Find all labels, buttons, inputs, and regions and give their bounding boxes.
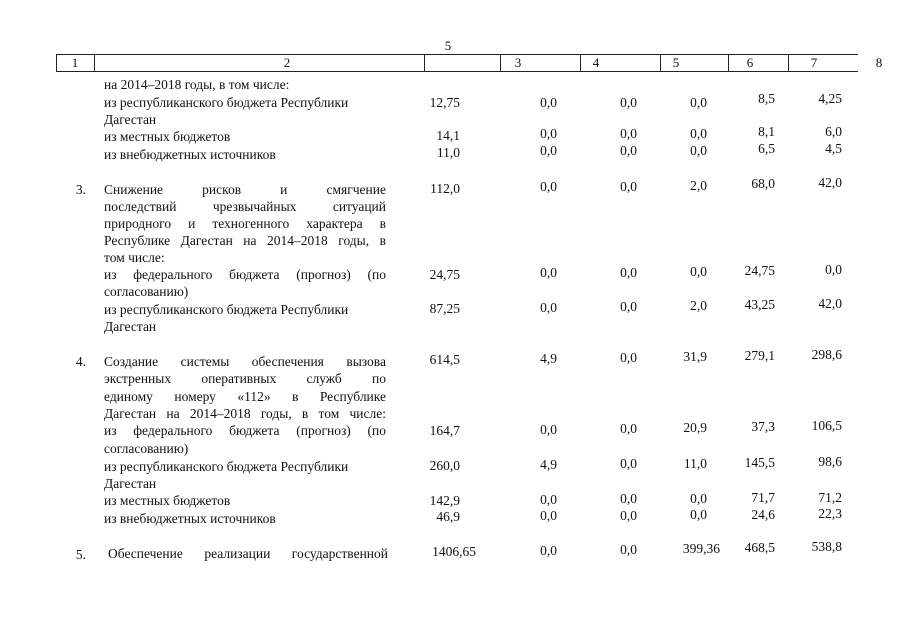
column-header-8: 8	[875, 55, 883, 70]
cell-col4: 0,0	[540, 300, 557, 315]
cell-col3: 46,9	[436, 509, 460, 524]
cell-col7: 37,3	[751, 419, 775, 434]
row-description: единому номеру «112» в Республике	[104, 389, 386, 404]
cell-col5: 0,0	[620, 299, 637, 314]
cell-col4: 0,0	[540, 543, 557, 558]
row-description: Дагестан	[104, 112, 157, 127]
cell-col8: 98,6	[818, 454, 842, 469]
header-divider	[500, 54, 501, 71]
cell-col6: 2,0	[690, 178, 707, 193]
cell-col7: 43,25	[744, 297, 775, 312]
cell-col7: 8,1	[758, 124, 775, 139]
cell-col5: 0,0	[620, 491, 637, 506]
cell-col5: 0,0	[620, 350, 637, 365]
cell-col3: 164,7	[429, 423, 460, 438]
cell-col4: 4,9	[540, 457, 557, 472]
cell-col7: 468,5	[744, 540, 775, 555]
cell-col5: 0,0	[620, 143, 637, 158]
row-description: из внебюджетных источников	[104, 147, 276, 162]
cell-col7: 279,1	[744, 348, 775, 363]
cell-col8: 0,0	[825, 262, 842, 277]
row-description: Республике Дагестан на 2014–2018 годы, в	[104, 233, 386, 248]
cell-col4: 4,9	[540, 351, 557, 366]
row-number: 4.	[75, 354, 86, 369]
cell-col4: 0,0	[540, 95, 557, 110]
cell-col8: 538,8	[811, 539, 842, 554]
column-header-1: 1	[71, 55, 79, 70]
cell-col3: 12,75	[429, 95, 460, 110]
row-number: 3.	[75, 182, 86, 197]
row-description: из местных бюджетов	[104, 493, 231, 508]
row-description: на 2014–2018 годы, в том числе:	[104, 77, 290, 92]
row-description: из республиканского бюджета Республики	[104, 302, 349, 317]
table-header	[56, 54, 883, 72]
cell-col7: 24,75	[744, 263, 775, 278]
row-description: согласованию)	[104, 441, 189, 456]
row-description: из республиканского бюджета Республики	[104, 459, 349, 474]
cell-col4: 0,0	[540, 508, 557, 523]
cell-col3: 142,9	[429, 493, 460, 508]
row-description: Дагестан	[104, 476, 157, 491]
header-divider	[56, 54, 57, 71]
cell-col4: 0,0	[540, 126, 557, 141]
cell-col6: 2,0	[690, 298, 707, 313]
cell-col7: 6,5	[758, 141, 775, 156]
cell-col3: 260,0	[429, 458, 460, 473]
cell-col3: 87,25	[429, 301, 460, 316]
row-description: из республиканского бюджета Республики	[104, 95, 349, 110]
cell-col8: 4,5	[825, 141, 842, 156]
row-description: том числе:	[104, 250, 165, 265]
cell-col5: 0,0	[620, 95, 637, 110]
cell-col3: 614,5	[429, 352, 460, 367]
cell-col3: 1406,65	[432, 544, 476, 559]
row-description: из федерального бюджета (прогноз) (по	[104, 267, 386, 282]
cell-col6: 0,0	[690, 507, 707, 522]
header-divider	[424, 54, 425, 71]
column-header-6: 6	[746, 55, 754, 70]
cell-col8: 4,25	[818, 91, 842, 106]
cell-col7: 24,6	[751, 507, 775, 522]
header-divider	[728, 54, 729, 71]
header-divider	[660, 54, 661, 71]
cell-col7: 145,5	[744, 455, 775, 470]
cell-col6: 0,0	[690, 126, 707, 141]
page-number: 5	[444, 38, 452, 53]
cell-col5: 0,0	[620, 508, 637, 523]
row-description: Дагестан на 2014–2018 годы, в том числе:	[104, 406, 386, 421]
cell-col5: 0,0	[620, 179, 637, 194]
cell-col8: 106,5	[811, 418, 842, 433]
cell-col6: 0,0	[690, 95, 707, 110]
row-description: Обеспечение реализации государственной	[108, 546, 388, 561]
cell-col6: 0,0	[690, 143, 707, 158]
row-description: из федерального бюджета (прогноз) (по	[104, 423, 386, 438]
cell-col8: 6,0	[825, 124, 842, 139]
cell-col8: 298,6	[811, 347, 842, 362]
cell-col6: 31,9	[683, 349, 707, 364]
cell-col4: 0,0	[540, 492, 557, 507]
row-description: природного и техногенного характера в	[104, 216, 386, 231]
cell-col5: 0,0	[620, 542, 637, 557]
row-description: из местных бюджетов	[104, 129, 231, 144]
column-header-3: 3	[514, 55, 522, 70]
cell-col6: 20,9	[683, 420, 707, 435]
cell-col5: 0,0	[620, 421, 637, 436]
row-description: Снижение рисков и смягчение	[104, 182, 386, 197]
cell-col8: 22,3	[818, 506, 842, 521]
cell-col6: 399,36	[682, 541, 720, 556]
cell-col6: 11,0	[683, 456, 707, 471]
cell-col8: 71,2	[818, 490, 842, 505]
column-header-2: 2	[283, 55, 291, 70]
cell-col4: 0,0	[540, 265, 557, 280]
column-header-4: 4	[592, 55, 600, 70]
row-description: согласованию)	[104, 284, 189, 299]
header-divider	[94, 54, 95, 71]
cell-col5: 0,0	[620, 126, 637, 141]
header-divider	[580, 54, 581, 71]
row-number: 5.	[75, 547, 86, 562]
column-header-5: 5	[672, 55, 680, 70]
cell-col4: 0,0	[540, 179, 557, 194]
cell-col3: 11,0	[436, 145, 460, 160]
row-description: последствий чрезвычайных ситуаций	[104, 199, 386, 214]
cell-col8: 42,0	[818, 296, 842, 311]
header-divider	[788, 54, 789, 71]
cell-col7: 8,5	[758, 91, 775, 106]
cell-col5: 0,0	[620, 265, 637, 280]
cell-col3: 112,0	[430, 181, 460, 196]
cell-col4: 0,0	[540, 422, 557, 437]
cell-col6: 0,0	[690, 491, 707, 506]
cell-col7: 68,0	[751, 176, 775, 191]
cell-col3: 14,1	[436, 128, 460, 143]
column-header-7: 7	[810, 55, 818, 70]
cell-col6: 0,0	[690, 264, 707, 279]
row-description: Дагестан	[104, 319, 157, 334]
cell-col3: 24,75	[429, 267, 460, 282]
cell-col7: 71,7	[751, 490, 775, 505]
row-description: Создание системы обеспечения вызова	[104, 354, 386, 369]
cell-col8: 42,0	[818, 175, 842, 190]
row-description: экстренных оперативных служб по	[104, 371, 386, 386]
cell-col5: 0,0	[620, 456, 637, 471]
cell-col4: 0,0	[540, 143, 557, 158]
row-description: из внебюджетных источников	[104, 511, 276, 526]
